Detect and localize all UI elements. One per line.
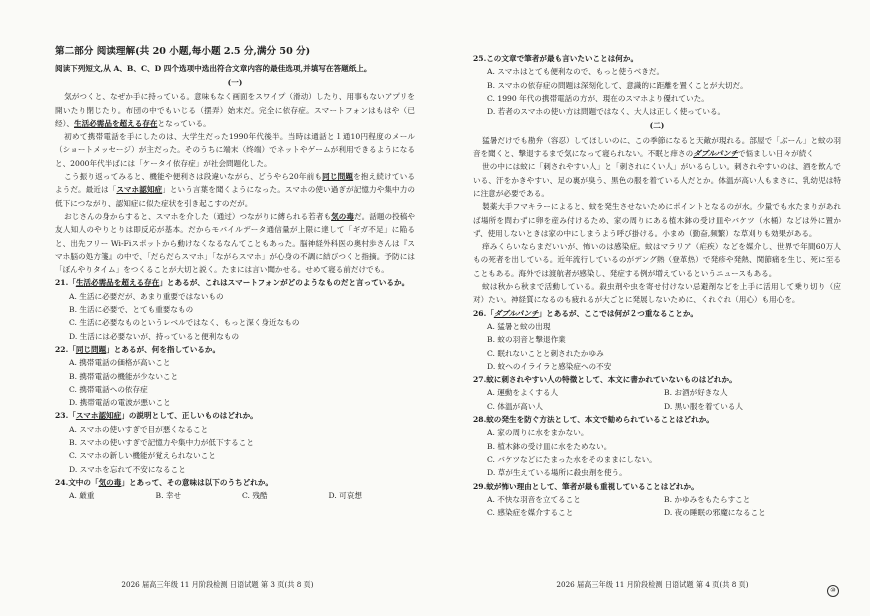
q27-option-b[interactable]: B. お酒が好きな人 — [664, 388, 728, 398]
question-text: 文中の「 — [68, 477, 99, 487]
text: 」という言葉を聞くようになった。スマホの使い過ぎが記憶力や集中力の低下につながり、認知症に似た症状を引き起こすのだが。 — [55, 185, 415, 208]
q21-option-a[interactable]: A. 生活に必要だが、あまり重要ではないもの — [69, 291, 224, 301]
underlined-phrase: 同じ問題 — [322, 172, 354, 182]
underlined-phrase: 生活必需品を超える存在 — [73, 118, 158, 128]
q25-option-c[interactable]: C. 1990 年代の携帯電話の方が、現在のスマホより優れていた。 — [487, 93, 709, 103]
question-27 — [473, 373, 841, 386]
q24-option-b[interactable]: B. 幸せ — [155, 491, 182, 501]
question-25 — [473, 52, 841, 65]
left-page-footer: 2026 届高三年级 11 月阶段检测 日语试题 第 3 页(共 8 页) — [121, 580, 314, 589]
question-text: 」とあるが、何を指しているか。 — [106, 344, 221, 354]
question-text: 」とあって、その意味は以下のうちどれか。 — [121, 477, 274, 487]
right-column — [473, 52, 841, 519]
question-text: 蚊が怖い理由として、筆者が最も重視していることはどれか。 — [486, 481, 699, 491]
q25-option-b[interactable]: B. スマホの依存症の問題は深刻化して、意識的に距離を置くことが大切だ。 — [487, 80, 748, 90]
right-page-footer: 2026 届高三年级 11 月阶段检测 日语试题 第 4 页(共 8 页) — [556, 580, 749, 589]
q22-option-a[interactable]: A. 携帯電話の価格が高いこと — [69, 358, 171, 368]
underlined-phrase: スマホ認知症 — [75, 411, 122, 421]
text: こう振り返ってみると、機能や便利さは段違いながら、どうやら20年前も — [64, 172, 323, 182]
q26-option-c[interactable]: C. 眠れないことと刺されたかゆみ — [487, 348, 604, 358]
q27-option-c[interactable]: C. 体温が高い人 — [487, 401, 543, 411]
text: 猛暑だけでも勘弁（容忍）してほしいのに、この季節になると天敵が現れる。部屋で「ぶーん」と蚊の羽音を聞くと、撃退するまで気になって寝られない。不眠と痒さの — [473, 135, 841, 159]
underlined-phrase: スマホ認知症 — [116, 185, 163, 195]
question-23: 23.「スマホ認知症」の説明として、正しいものはどれか。 — [55, 411, 258, 421]
question-number: 29. — [473, 481, 487, 491]
question-29 — [473, 480, 841, 493]
passage1-paragraph-2: 初めて携帯電話を手にしたのは、大学生だった1990年代後半。当時は通話と１通10円程度のメール（ショートメッセージ）が主だった。そのうちに端末（终端）でネットやゲームが利用できるようになると、2000年代半ばには「ケータイ依存症」が社会問題化した。 — [55, 132, 415, 168]
q25-option-d[interactable]: D. 若者のスマホの使い方は問題ではなく、大人は正しく使っている。 — [487, 107, 726, 117]
underlined-phrase: 気の毒 — [331, 211, 354, 221]
q23-option-a[interactable]: A. スマホの使いすぎで目が悪くなること — [69, 424, 209, 434]
passage2-paragraph-3: 製薬大手フマキラーによると、蚊を発生させないためにポイントとなるのが水。少量でも水たまりがあれば場所を問わずに卵を産み付けるため、家の周りにある植木鉢の受け皿やバケツ（水桶）などは外に置かず、使用しないときは家の中にしまうよう呼び掛ける。小まめ（勤奋,频繁）な草刈りも効果がある。 — [473, 202, 841, 238]
passage2-paragraph-1 — [473, 134, 841, 161]
passage1-paragraph-4 — [55, 210, 415, 276]
q29-options-row-1 — [473, 493, 841, 506]
underlined-phrase: ダブルパンチ — [693, 149, 738, 159]
q23-option-c[interactable]: C. スマホの新しい機能が覚えられないこと — [69, 451, 216, 461]
question-text: 蚊の発生を防ぐ方法として、本文で勧められていることはどれか。 — [486, 415, 714, 425]
left-column — [55, 46, 416, 503]
question-text: 蚊に刺されやすい人の特徴として、本文に書かれていないものはどれか。 — [486, 375, 737, 385]
q23-option-d[interactable]: D. スマホを忘れて不安になること — [69, 464, 186, 474]
page-badge: ⑩ — [827, 585, 839, 597]
q28-option-c[interactable]: C. バケツなどにたまった水をそのままにしない。 — [487, 454, 657, 464]
underlined-phrase: ダブルパンチ — [493, 308, 539, 318]
q27-options-row-1 — [473, 386, 841, 399]
underlined-phrase: 気の毒 — [98, 477, 122, 487]
question-number: 21. — [55, 278, 69, 288]
q24-option-c[interactable]: C. 残酷 — [242, 491, 268, 501]
q24-option-a[interactable]: A. 厳重 — [69, 491, 95, 501]
question-number: 24. — [55, 477, 69, 487]
q27-option-d[interactable]: D. 黒い服を着ている人 — [664, 401, 743, 411]
passage-label-1: (一) — [227, 78, 243, 87]
text: で悩ましい日々が続く — [737, 149, 814, 159]
question-number: 25. — [473, 54, 487, 63]
passage2-paragraph-4: 痒みくらいならまだいいが、怖いのは感染症。蚊はマラリア（疟疾）などを媒介し、世界で年間60万人もの死者を出している。近年流行しているのがデング熱（登革热）で発疹や発熱、関節痛を生じ、死に至ることもある。海外では渡航者が感染し、発症する例が増えているというニュースもある。 — [473, 242, 841, 278]
text: だ。話題の投稿や友人知人のやりとりは即反応が基本。だからモバイルデータ通信量が上限に達して「ギガ不足」に陥ると、出先フリー Wi-Fiスポットから動けなくなるなんてこともあった。脳神経外科医の奥村歩さんは『スマホ脳の処方箋』の中で、「だらだらスマホ」「ながらスマホ」が心身の不調に結びつくと指摘。予防には「ぼんやりタイム」をつくることが大切と説く。たまには言い聞かせる。せめて寝る前だけでも。 — [55, 211, 416, 275]
question-number: 26. — [473, 308, 487, 318]
question-text: 」の説明として、正しいものはどれか。 — [121, 411, 258, 421]
q21-option-b[interactable]: B. 生活に必要で、とても重要なもの — [69, 305, 194, 315]
passage1-paragraph-3 — [55, 170, 415, 210]
q25-option-a[interactable]: A. スマホはとても便利なので、もっと使うべきだ。 — [487, 67, 665, 77]
q26-option-d[interactable]: D. 蚊へのイライラと感染症への不安 — [487, 361, 612, 371]
question-26: 26.「ダブルパンチ」とあるが、ここでは何が２つ重なることか。 — [473, 308, 699, 318]
text: おじさんの身からすると、スマホを介した（通过）つながりに縛られる若者も — [64, 211, 332, 221]
section-title: 第二部分 阅读理解(共 20 小题,每小题 2.5 分,满分 50 分) — [55, 46, 311, 57]
q23-option-b[interactable]: B. スマホの使いすぎで記憶力や集中力が低下すること — [69, 438, 254, 448]
underlined-phrase: 同じ問題 — [75, 344, 107, 354]
q27-options-row-2 — [473, 400, 841, 413]
q24-option-d[interactable]: D. 可哀想 — [328, 491, 362, 501]
q29-options-row-2 — [473, 506, 841, 519]
q22-option-c[interactable]: C. 携帯電話への依存症 — [69, 384, 148, 394]
text: を抱え続けているようだ。最近は「 — [55, 172, 416, 195]
q29-option-b[interactable]: B. かゆみをもたらすこと — [664, 494, 751, 504]
q22-option-d[interactable]: D. 携帯電話の電波が悪いこと — [69, 398, 171, 408]
q21-option-d[interactable]: D. 生活には必要ないが、持っていると便利なもの — [69, 331, 240, 341]
passage2-paragraph-5: 蚊は秋から秋まで活動している。殺虫剤や虫を寄せ付けない忌避剤などを上手に活用して乗り切り（应对）たい。神経質になるのも疲れるが大ごとに発展しないために、くれぐれ（用心）も用心を。 — [473, 282, 841, 305]
question-number: 22. — [55, 344, 69, 354]
question-28 — [473, 413, 841, 426]
q22-option-b[interactable]: B. 携帯電話の機能が少ないこと — [69, 371, 179, 381]
q28-option-d[interactable]: D. 草が生えている場所に殺虫剤を使う。 — [487, 468, 627, 478]
passage-label-2: (二) — [649, 121, 665, 131]
q24-options — [55, 489, 415, 502]
underlined-phrase: 生活必需品を超える存在 — [75, 278, 160, 288]
q26-option-b[interactable]: B. 蚊の羽音と撃退作業 — [487, 335, 566, 345]
question-number: 23. — [55, 411, 69, 421]
q26-option-a[interactable]: A. 猛暑と蚊の出現 — [487, 321, 551, 331]
question-number: 28. — [473, 415, 487, 425]
q27-option-a[interactable]: A. 運動をよくする人 — [487, 388, 559, 398]
question-number: 27. — [473, 375, 487, 385]
text: となっている。 — [157, 118, 211, 128]
text: 気がつくと、なぜか手に持っている。意味もなく画面をスワイプ（滑动）したり、用事もないアプリを開いたり閉じたり。布団の中でもいじる（摆弄）始末だ。完全に依存症。スマートフォンはもはや（已经）、 — [55, 92, 416, 128]
instructions: 阅读下列短文,从 A、B、C、D 四个选项中选出符合文章内容的最佳选项,并填写在答题纸上。 — [55, 64, 372, 73]
question-21: 21.「生活必需品を超える存在」とあるが、これはスマートフォンがどのようなものだと言っているか。 — [55, 278, 410, 288]
q29-option-a[interactable]: A. 不快な羽音を立てること — [487, 494, 581, 504]
question-text: この文章で筆者が最も言いたいことは何か。 — [486, 54, 639, 63]
q29-option-d[interactable]: D. 夜の睡眠の邪魔になること — [664, 508, 766, 518]
question-24 — [55, 476, 415, 489]
question-22: 22.「同じ問題」とあるが、何を指しているか。 — [55, 344, 221, 354]
right-page — [435, 0, 870, 616]
q28-option-b[interactable]: B. 植木鉢の受け皿に水をためない。 — [487, 441, 612, 451]
passage1-paragraph-1 — [55, 90, 415, 130]
q28-option-a[interactable]: A. 家の周りに水をまかない。 — [487, 428, 589, 438]
q29-option-c[interactable]: C. 感染症を媒介すること — [487, 508, 574, 518]
question-text: 」とあるが、ここでは何が２つ重なることか。 — [538, 308, 699, 318]
passage2-paragraph-2: 世の中には蚊に「刺されやすい人」と「刺されにくい人」がいるらしい。刺されやすいのは、酒を飲んでいる、汗をかきやすい、足の裏が臭う、黒色の服を着ている人だとか。体温が高い人もまさに、乳幼児は特に注意が必要である。 — [473, 162, 841, 198]
q21-option-c[interactable]: C. 生活に必要なものというレベルではなく、もっと深く身近なもの — [69, 318, 300, 328]
question-text: 」とあるが、これはスマートフォンがどのようなものだと言っているか。 — [159, 278, 410, 288]
